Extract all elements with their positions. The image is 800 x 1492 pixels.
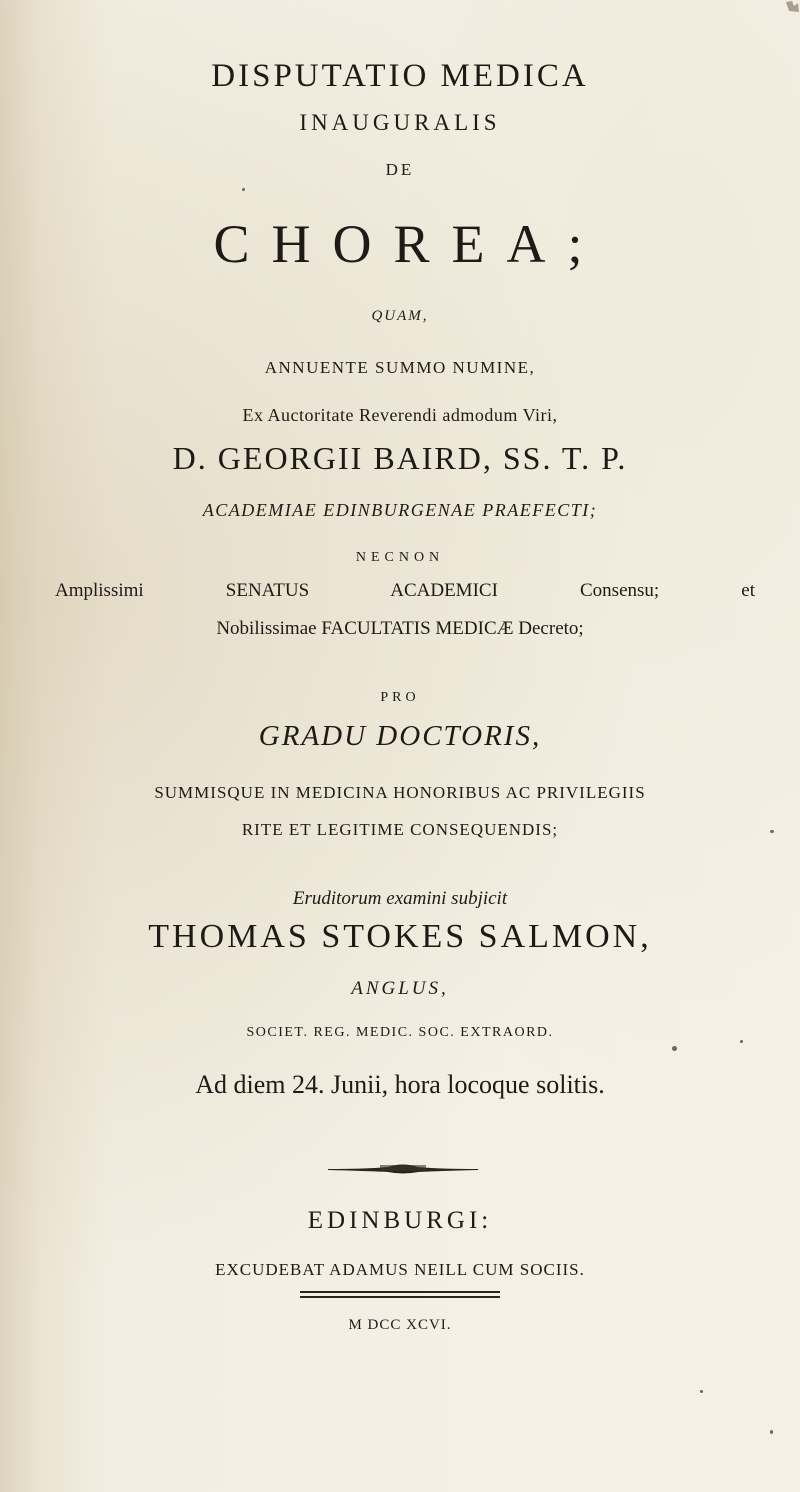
- text-ad-diem: Ad diem 24. Junii, hora locoque solitis.: [195, 1070, 605, 1099]
- text-ex-auctoritate: Ex Auctoritate Reverendi admodum Viri,: [242, 405, 558, 425]
- text-eruditorum: Eruditorum examini subjicit: [292, 888, 508, 909]
- text-senatus-academici: Amplissimi SENATUS ACADEMICI Consensu; et: [55, 580, 755, 601]
- heading-author-name: THOMAS STOKES SALMON,: [148, 918, 652, 955]
- text-academiae: ACADEMIAE EDINBURGENAE PRAEFECTI;: [202, 500, 598, 520]
- text-anglus: ANGLUS,: [351, 978, 449, 999]
- ink-speck: [672, 1046, 677, 1051]
- text-societ-reg: SOCIET. REG. MEDIC. SOC. EXTRAORD.: [246, 1025, 554, 1040]
- ink-speck: [740, 1040, 743, 1043]
- ink-speck: [242, 188, 245, 191]
- double-rule: [300, 1290, 500, 1300]
- text-facultatis-medicae: Nobilissimae FACULTATIS MEDICÆ Decreto;: [216, 618, 584, 639]
- imprint-year: M DCC XCVI.: [348, 1317, 452, 1333]
- ink-speck: [700, 1390, 703, 1393]
- heading-disputatio-medica: DISPUTATIO MEDICA: [211, 58, 589, 94]
- ornament-rule: [328, 1160, 478, 1176]
- heading-georgii-baird: D. GEORGII BAIRD, SS. T. P.: [172, 440, 628, 476]
- text-annuente: ANNUENTE SUMMO NUMINE,: [264, 358, 536, 377]
- corner-ink-mark: [780, 0, 800, 14]
- imprint-printer: EXCUDEBAT ADAMUS NEILL CUM SOCIIS.: [215, 1260, 585, 1279]
- heading-chorea: CHOREA;: [213, 214, 605, 274]
- text-pro: PRO: [380, 690, 420, 705]
- text-quam: QUAM,: [371, 308, 429, 324]
- text-necnon: NECNON: [355, 550, 445, 565]
- imprint-city: EDINBURGI:: [307, 1207, 493, 1234]
- heading-de: DE: [385, 160, 415, 179]
- text-rite-et-legitime: RITE ET LEGITIME CONSEQUENDIS;: [241, 820, 559, 839]
- ink-speck: [770, 830, 774, 833]
- heading-inauguralis: INAUGURALIS: [299, 110, 501, 135]
- heading-gradu-doctoris: GRADU DOCTORIS,: [258, 720, 542, 752]
- text-summisque: SUMMISQUE IN MEDICINA HONORIBUS AC PRIVILEGIIS: [154, 783, 646, 802]
- ink-speck: [770, 1430, 773, 1434]
